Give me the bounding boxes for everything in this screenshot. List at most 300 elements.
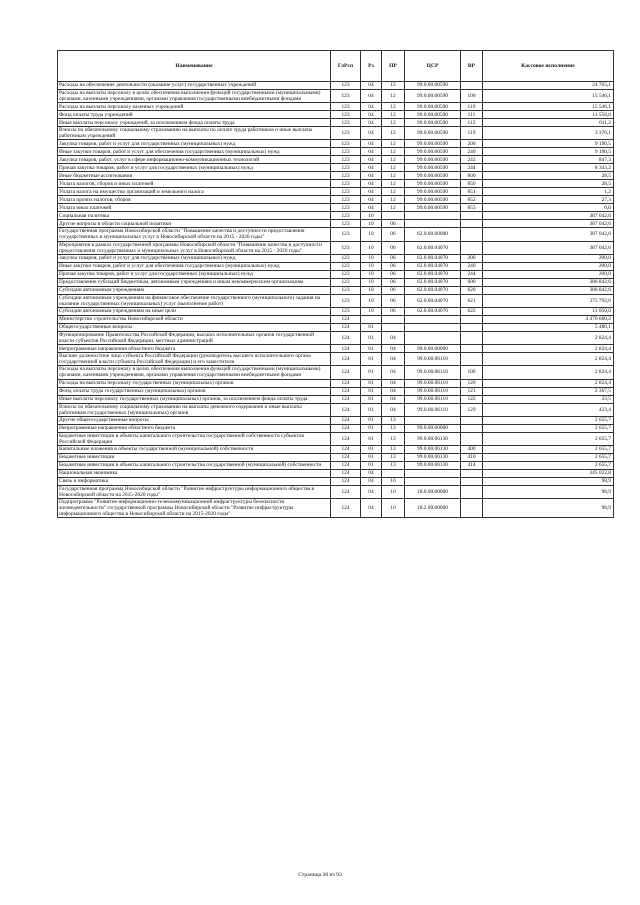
row-name-cell: Иные закупки товаров, работ и услуг для обеспечения государственных (муниципальных) нужд <box>58 262 331 270</box>
row-vr-cell <box>461 469 483 477</box>
row-amount-cell: 4 470 660,2 <box>483 315 614 323</box>
row-csr-cell: 99.0.00.06110 <box>405 395 461 403</box>
table-row <box>58 294 614 307</box>
row-pr-cell: 12 <box>382 127 405 140</box>
row-glrsp-cell: 123 <box>331 103 361 111</box>
row-csr-cell: 99.0.00.00590 <box>405 156 461 164</box>
row-rz-cell: 04 <box>361 90 382 103</box>
row-name-cell: Непрограммные направления областного бюджета <box>58 345 331 353</box>
row-vr-cell: 119 <box>461 127 483 140</box>
row-csr-cell: 62.0.00.04070 <box>405 307 461 315</box>
row-glrsp-cell: 123 <box>331 148 361 156</box>
row-rz-cell: 01 <box>361 331 382 344</box>
budget-table <box>57 50 614 518</box>
row-pr-cell: 04 <box>382 345 405 353</box>
row-amount-cell: 8 343,2 <box>483 164 614 172</box>
row-csr-cell <box>405 315 461 323</box>
row-amount-cell: 2 824,4 <box>483 379 614 387</box>
row-csr-cell <box>405 477 461 485</box>
row-csr-cell: 99.0.00.00590 <box>405 148 461 156</box>
row-csr-cell: 99.0.00.06130 <box>405 445 461 453</box>
row-glrsp-cell: 124 <box>331 315 361 323</box>
row-amount-cell: 11 050,0 <box>483 307 614 315</box>
row-rz-cell: 01 <box>361 379 382 387</box>
table-row <box>58 315 614 323</box>
row-rz-cell: 01 <box>361 445 382 453</box>
row-amount-cell: 24 765,1 <box>483 82 614 90</box>
table-row <box>58 82 614 90</box>
row-csr-cell: 62.0.00.00000 <box>405 228 461 241</box>
row-csr-cell: 62.0.00.04070 <box>405 262 461 270</box>
row-glrsp-cell: 123 <box>331 254 361 262</box>
row-vr-cell <box>461 220 483 228</box>
table-body <box>58 82 614 518</box>
row-name-cell: Министерство строительства Новосибирской области <box>58 315 331 323</box>
row-rz-cell: 04 <box>361 172 382 180</box>
row-glrsp-cell: 124 <box>331 416 361 424</box>
row-rz-cell: 04 <box>361 156 382 164</box>
table-header-row <box>58 51 614 82</box>
row-glrsp-cell: 123 <box>331 241 361 254</box>
table-row <box>58 379 614 387</box>
row-pr-cell: 06 <box>382 270 405 278</box>
table-row <box>58 228 614 241</box>
row-pr-cell: 12 <box>382 172 405 180</box>
row-name-cell: Национальная экономика <box>58 469 331 477</box>
row-pr-cell: 12 <box>382 119 405 127</box>
table-row <box>58 254 614 262</box>
row-rz-cell: 01 <box>361 345 382 353</box>
row-glrsp-cell: 123 <box>331 286 361 294</box>
row-csr-cell <box>405 331 461 344</box>
row-csr-cell: 62.0.00.04070 <box>405 278 461 286</box>
row-pr-cell <box>382 315 405 323</box>
row-pr-cell: 04 <box>382 366 405 379</box>
row-rz-cell: 04 <box>361 82 382 90</box>
row-glrsp-cell: 123 <box>331 228 361 241</box>
row-name-cell: Прочая закупка товаров, работ и услуг для государственных (муниципальных) нужд <box>58 270 331 278</box>
row-glrsp-cell: 123 <box>331 278 361 286</box>
row-rz-cell: 04 <box>361 204 382 212</box>
row-amount-cell: 2 367,5 <box>483 387 614 395</box>
row-vr-cell: 600 <box>461 278 483 286</box>
row-amount-cell: 387 042,6 <box>483 220 614 228</box>
row-vr-cell: 122 <box>461 395 483 403</box>
row-amount-cell: 2 655,7 <box>483 453 614 461</box>
budget-table-page <box>57 50 613 518</box>
row-pr-cell: 12 <box>382 156 405 164</box>
table-row <box>58 278 614 286</box>
row-vr-cell <box>461 432 483 445</box>
row-csr-cell: 99.0.00.06110 <box>405 403 461 416</box>
row-amount-cell: 200,0 <box>483 254 614 262</box>
row-amount-cell: 98,9 <box>483 477 614 485</box>
row-csr-cell: 99.0.00.00590 <box>405 196 461 204</box>
row-amount-cell: 28,5 <box>483 180 614 188</box>
row-name-cell: Расходы на выплаты персоналу государственных (муниципальных) органов <box>58 379 331 387</box>
row-csr-cell: 18.0.00.00000 <box>405 485 461 498</box>
row-amount-cell: 28,5 <box>483 172 614 180</box>
row-vr-cell: 244 <box>461 270 483 278</box>
row-rz-cell: 10 <box>361 307 382 315</box>
row-vr-cell: 853 <box>461 204 483 212</box>
row-glrsp-cell: 123 <box>331 82 361 90</box>
col-header-pr: ПР <box>382 51 405 82</box>
row-name-cell: Расходы на выплаты персоналу в целях обеспечения выполнения функций государственными (муниципальными) органами, казенными учреждениями, органами управления государственными внебюджетными фондами <box>58 366 331 379</box>
row-amount-cell: 9 190,5 <box>483 148 614 156</box>
row-csr-cell: 99.0.00.06110 <box>405 366 461 379</box>
row-name-cell: Закупка товаров, работ и услуг для государственных (муниципальных) нужд <box>58 254 331 262</box>
table-row <box>58 212 614 220</box>
row-name-cell: Иные выплаты персоналу государственных (муниципальных) органов, за исключением фонда оплаты труда <box>58 395 331 403</box>
row-name-cell: Фонд оплаты труда учреждений <box>58 111 331 119</box>
row-name-cell: Бюджетные инвестиции в объекты капитального строительства государственной собственности субъектов Российской Федерации <box>58 432 331 445</box>
table-row <box>58 353 614 366</box>
row-csr-cell: 99.0.00.00590 <box>405 172 461 180</box>
row-pr-cell: 13 <box>382 461 405 469</box>
row-pr-cell: 06 <box>382 262 405 270</box>
row-rz-cell: 04 <box>361 180 382 188</box>
row-pr-cell: 06 <box>382 228 405 241</box>
row-pr-cell: 06 <box>382 220 405 228</box>
row-vr-cell <box>461 345 483 353</box>
table-row <box>58 331 614 344</box>
table-row <box>58 148 614 156</box>
row-name-cell: Мероприятия в рамках государственной программы Новосибирской области "Повышение качества и доступности предоставления государственных и муниципальных услуг в Новосибирской области на 2015 - 2020 годы" <box>58 241 331 254</box>
row-vr-cell: 200 <box>461 254 483 262</box>
row-pr-cell: 10 <box>382 485 405 498</box>
row-csr-cell: 99.0.00.00590 <box>405 127 461 140</box>
row-name-cell: Другие общегосударственные вопросы <box>58 416 331 424</box>
row-rz-cell: 10 <box>361 212 382 220</box>
row-glrsp-cell: 124 <box>331 395 361 403</box>
table-row <box>58 111 614 119</box>
row-name-cell: Расходы на обеспечение деятельности (оказание услуг) государственных учреждений <box>58 82 331 90</box>
table-row <box>58 307 614 315</box>
row-glrsp-cell: 124 <box>331 366 361 379</box>
row-vr-cell <box>461 212 483 220</box>
row-rz-cell: 01 <box>361 366 382 379</box>
row-amount-cell: 611,2 <box>483 119 614 127</box>
row-pr-cell: 04 <box>382 353 405 366</box>
row-csr-cell: 99.0.00.06130 <box>405 432 461 445</box>
col-header-rz: Рз <box>361 51 382 82</box>
table-row <box>58 416 614 424</box>
row-name-cell: Субсидии автономным учреждениям на финансовое обеспечение государственного (муниципального) задания на оказание государственных (муниципальных) услуг (выполнение работ) <box>58 294 331 307</box>
row-rz-cell: 10 <box>361 270 382 278</box>
row-pr-cell: 04 <box>382 403 405 416</box>
row-vr-cell <box>461 241 483 254</box>
row-pr-cell <box>382 323 405 331</box>
row-pr-cell: 13 <box>382 416 405 424</box>
row-glrsp-cell: 124 <box>331 387 361 395</box>
row-vr-cell <box>461 82 483 90</box>
row-csr-cell <box>405 323 461 331</box>
table-row <box>58 103 614 111</box>
row-rz-cell: 04 <box>361 196 382 204</box>
row-pr-cell: 06 <box>382 254 405 262</box>
row-rz-cell: 10 <box>361 286 382 294</box>
row-name-cell: Прочая закупка товаров, работ и услуг для государственных (муниципальных) нужд <box>58 164 331 172</box>
row-amount-cell: 387 042,6 <box>483 212 614 220</box>
row-rz-cell: 04 <box>361 477 382 485</box>
row-glrsp-cell: 124 <box>331 499 361 518</box>
row-name-cell: Капитальные вложения в объекты государственной (муниципальной) собственности <box>58 445 331 453</box>
table-row <box>58 127 614 140</box>
row-vr-cell: 200 <box>461 140 483 148</box>
row-csr-cell: 99.0.00.00590 <box>405 140 461 148</box>
table-row <box>58 387 614 395</box>
row-name-cell: Уплата прочих налогов, сборов <box>58 196 331 204</box>
row-pr-cell: 10 <box>382 499 405 518</box>
table-row <box>58 485 614 498</box>
row-rz-cell: 04 <box>361 164 382 172</box>
row-amount-cell: 200,0 <box>483 270 614 278</box>
row-rz-cell: 01 <box>361 424 382 432</box>
row-pr-cell: 12 <box>382 148 405 156</box>
row-vr-cell <box>461 323 483 331</box>
row-pr-cell: 12 <box>382 82 405 90</box>
row-amount-cell: 386 842,6 <box>483 286 614 294</box>
row-vr-cell: 850 <box>461 180 483 188</box>
row-glrsp-cell: 123 <box>331 119 361 127</box>
row-csr-cell: 99.0.00.06110 <box>405 353 461 366</box>
col-header-csr: ЦСР <box>405 51 461 82</box>
table-row <box>58 119 614 127</box>
row-glrsp-cell: 124 <box>331 323 361 331</box>
row-amount-cell: 2 824,4 <box>483 331 614 344</box>
row-csr-cell: 62.0.00.04070 <box>405 286 461 294</box>
row-csr-cell <box>405 469 461 477</box>
row-glrsp-cell: 123 <box>331 196 361 204</box>
row-pr-cell: 06 <box>382 286 405 294</box>
row-vr-cell <box>461 477 483 485</box>
row-glrsp-cell: 123 <box>331 111 361 119</box>
row-pr-cell: 13 <box>382 424 405 432</box>
row-pr-cell: 12 <box>382 103 405 111</box>
row-pr-cell: 06 <box>382 307 405 315</box>
row-name-cell: Взносы по обязательному социальному страхованию на выплаты денежного содержания и иные выплаты работникам государственных (муниципальных) органов <box>58 403 331 416</box>
row-glrsp-cell: 123 <box>331 156 361 164</box>
row-glrsp-cell: 123 <box>331 262 361 270</box>
row-glrsp-cell: 123 <box>331 204 361 212</box>
table-row <box>58 469 614 477</box>
row-name-cell: Социальная политика <box>58 212 331 220</box>
row-name-cell: Закупка товаров, работ и услуг для государственных (муниципальных) нужд <box>58 140 331 148</box>
row-rz-cell: 01 <box>361 395 382 403</box>
row-vr-cell: 242 <box>461 156 483 164</box>
row-csr-cell <box>405 212 461 220</box>
row-pr-cell: 13 <box>382 453 405 461</box>
row-glrsp-cell: 123 <box>331 90 361 103</box>
row-pr-cell: 04 <box>382 395 405 403</box>
table-row <box>58 140 614 148</box>
row-amount-cell: 15 546,1 <box>483 103 614 111</box>
row-csr-cell: 99.0.00.00590 <box>405 103 461 111</box>
row-rz-cell: 01 <box>361 432 382 445</box>
table-row <box>58 499 614 518</box>
table-row <box>58 172 614 180</box>
row-amount-cell: 0,0 <box>483 204 614 212</box>
row-vr-cell: 400 <box>461 445 483 453</box>
row-rz-cell: 04 <box>361 140 382 148</box>
row-vr-cell: 244 <box>461 164 483 172</box>
row-amount-cell: 2 824,4 <box>483 345 614 353</box>
row-csr-cell: 62.0.00.04070 <box>405 294 461 307</box>
row-csr-cell: 62.0.00.04070 <box>405 254 461 262</box>
row-pr-cell: 04 <box>382 387 405 395</box>
row-vr-cell <box>461 416 483 424</box>
row-name-cell: Расходы на выплаты персоналу казенных учреждений <box>58 103 331 111</box>
table-row <box>58 366 614 379</box>
row-name-cell: Иные бюджетные ассигнования <box>58 172 331 180</box>
row-glrsp-cell: 123 <box>331 270 361 278</box>
row-name-cell: Субсидии автономным учреждениям <box>58 286 331 294</box>
row-glrsp-cell: 124 <box>331 477 361 485</box>
row-glrsp-cell: 124 <box>331 445 361 453</box>
row-amount-cell: 200,0 <box>483 262 614 270</box>
row-csr-cell <box>405 220 461 228</box>
row-pr-cell <box>382 469 405 477</box>
row-rz-cell: 04 <box>361 499 382 518</box>
row-glrsp-cell: 123 <box>331 212 361 220</box>
col-header-amount: Кассовое исполнение <box>483 51 614 82</box>
row-vr-cell: 851 <box>461 188 483 196</box>
col-header-name: Наименование <box>58 51 331 82</box>
row-name-cell: Субсидии автономным учреждениям на иные цели <box>58 307 331 315</box>
row-glrsp-cell: 123 <box>331 164 361 172</box>
table-row <box>58 270 614 278</box>
row-rz-cell: 01 <box>361 461 382 469</box>
row-name-cell: Иные выплаты персоналу учреждений, за исключением фонда оплаты труда <box>58 119 331 127</box>
row-vr-cell: 110 <box>461 103 483 111</box>
row-amount-cell: 98,9 <box>483 485 614 498</box>
row-amount-cell: 5 480,1 <box>483 323 614 331</box>
table-row <box>58 286 614 294</box>
row-amount-cell: 387 042,6 <box>483 241 614 254</box>
row-amount-cell: 98,9 <box>483 499 614 518</box>
row-glrsp-cell: 123 <box>331 140 361 148</box>
row-amount-cell: 15 546,1 <box>483 90 614 103</box>
row-csr-cell: 99.0.00.00000 <box>405 424 461 432</box>
row-amount-cell: 345 022,8 <box>483 469 614 477</box>
row-pr-cell: 06 <box>382 294 405 307</box>
row-pr-cell: 12 <box>382 140 405 148</box>
row-csr-cell: 18.2.00.00000 <box>405 499 461 518</box>
row-rz-cell: 04 <box>361 485 382 498</box>
row-csr-cell: 99.0.00.06110 <box>405 387 461 395</box>
row-name-cell: Уплата иных платежей <box>58 204 331 212</box>
row-amount-cell: 423,4 <box>483 403 614 416</box>
row-csr-cell: 99.0.00.06130 <box>405 453 461 461</box>
table-row <box>58 262 614 270</box>
row-csr-cell: 99.0.00.00590 <box>405 180 461 188</box>
row-name-cell: Взносы по обязательному социальному страхованию на выплаты по оплате труда работников и иные выплаты работникам учреждений <box>58 127 331 140</box>
row-name-cell: Иные закупки товаров, работ и услуг для обеспечения государственных (муниципальных) нужд <box>58 148 331 156</box>
row-pr-cell: 04 <box>382 331 405 344</box>
row-name-cell: Общегосударственные вопросы <box>58 323 331 331</box>
row-amount-cell: 33,5 <box>483 395 614 403</box>
row-name-cell: Другие вопросы в области социальной политики <box>58 220 331 228</box>
row-vr-cell: 800 <box>461 172 483 180</box>
row-rz-cell: 10 <box>361 254 382 262</box>
row-rz-cell: 01 <box>361 416 382 424</box>
table-row <box>58 180 614 188</box>
row-vr-cell <box>461 485 483 498</box>
row-csr-cell: 99.0.00.00590 <box>405 119 461 127</box>
row-pr-cell: 12 <box>382 196 405 204</box>
row-vr-cell: 852 <box>461 196 483 204</box>
row-name-cell: Закупка товаров, работ, услуг в сфере информационно-коммуникационных технологий <box>58 156 331 164</box>
row-pr-cell: 10 <box>382 477 405 485</box>
row-amount-cell: 2 655,7 <box>483 461 614 469</box>
row-name-cell: Расходы на выплаты персоналу в целях обеспечения выполнения функций государственными (муниципальными) органами, казенными учреждениями, органами управления государственными внебюджетными фондами <box>58 90 331 103</box>
row-rz-cell: 04 <box>361 188 382 196</box>
row-name-cell: Бюджетные инвестиции <box>58 453 331 461</box>
table-row <box>58 323 614 331</box>
row-rz-cell: 04 <box>361 127 382 140</box>
row-name-cell: Государственная программа Новосибирской области "Повышение качества и доступности предоставления государственных и муниципальных услуг в Новосибирской области на 2015 - 2020 годы" <box>58 228 331 241</box>
row-pr-cell: 12 <box>382 204 405 212</box>
row-rz-cell: 10 <box>361 241 382 254</box>
row-amount-cell: 1,2 <box>483 188 614 196</box>
col-header-glrsp: ГлРсп <box>331 51 361 82</box>
row-amount-cell: 11 558,8 <box>483 111 614 119</box>
row-pr-cell: 12 <box>382 90 405 103</box>
row-name-cell: Подпрограмма "Развитие информационно-телекоммуникационной инфраструктуры безопасности жизнедеятельности" государственной программы Новосибирской области "Развитие инфраструктуры информационного общества в Новосибирской области на 2015-2020 годы" <box>58 499 331 518</box>
row-vr-cell <box>461 228 483 241</box>
row-glrsp-cell: 124 <box>331 485 361 498</box>
row-pr-cell: 04 <box>382 379 405 387</box>
table-row <box>58 90 614 103</box>
row-csr-cell: 99.0.00.06130 <box>405 461 461 469</box>
row-glrsp-cell: 124 <box>331 331 361 344</box>
row-vr-cell: 129 <box>461 403 483 416</box>
row-csr-cell: 62.0.00.04070 <box>405 241 461 254</box>
row-rz-cell: 10 <box>361 220 382 228</box>
row-rz-cell: 01 <box>361 453 382 461</box>
row-vr-cell <box>461 331 483 344</box>
row-pr-cell: 06 <box>382 278 405 286</box>
row-name-cell: Функционирование Правительства Российской Федерации, высших исполнительных органов государственной власти субъектов Российской Федерации, местных администраций <box>58 331 331 344</box>
row-amount-cell: 2 655,7 <box>483 432 614 445</box>
row-vr-cell: 100 <box>461 90 483 103</box>
row-rz-cell: 10 <box>361 262 382 270</box>
row-amount-cell: 375 792,6 <box>483 294 614 307</box>
row-amount-cell: 2 655,7 <box>483 445 614 453</box>
row-csr-cell: 99.0.00.00590 <box>405 204 461 212</box>
table-row <box>58 204 614 212</box>
row-rz-cell: 01 <box>361 387 382 395</box>
row-name-cell: Связь и информатика <box>58 477 331 485</box>
table-row <box>58 241 614 254</box>
row-rz-cell: 10 <box>361 228 382 241</box>
row-rz-cell: 04 <box>361 469 382 477</box>
row-rz-cell: 04 <box>361 119 382 127</box>
row-csr-cell: 99.0.00.06110 <box>405 379 461 387</box>
row-vr-cell: 111 <box>461 111 483 119</box>
row-pr-cell: 13 <box>382 445 405 453</box>
row-glrsp-cell: 124 <box>331 353 361 366</box>
row-vr-cell: 120 <box>461 379 483 387</box>
row-name-cell: Предоставление субсидий бюджетным, автономным учреждениям и иным некоммерческим организациям <box>58 278 331 286</box>
row-glrsp-cell: 123 <box>331 307 361 315</box>
row-name-cell: Высшее должностное лицо субъекта Российской Федерации (руководитель высшего исполнительного органа государственной власти субъекта Российской Федерации) и его заместители <box>58 353 331 366</box>
row-rz-cell: 10 <box>361 278 382 286</box>
row-pr-cell: 12 <box>382 164 405 172</box>
row-glrsp-cell: 123 <box>331 127 361 140</box>
row-glrsp-cell: 123 <box>331 180 361 188</box>
